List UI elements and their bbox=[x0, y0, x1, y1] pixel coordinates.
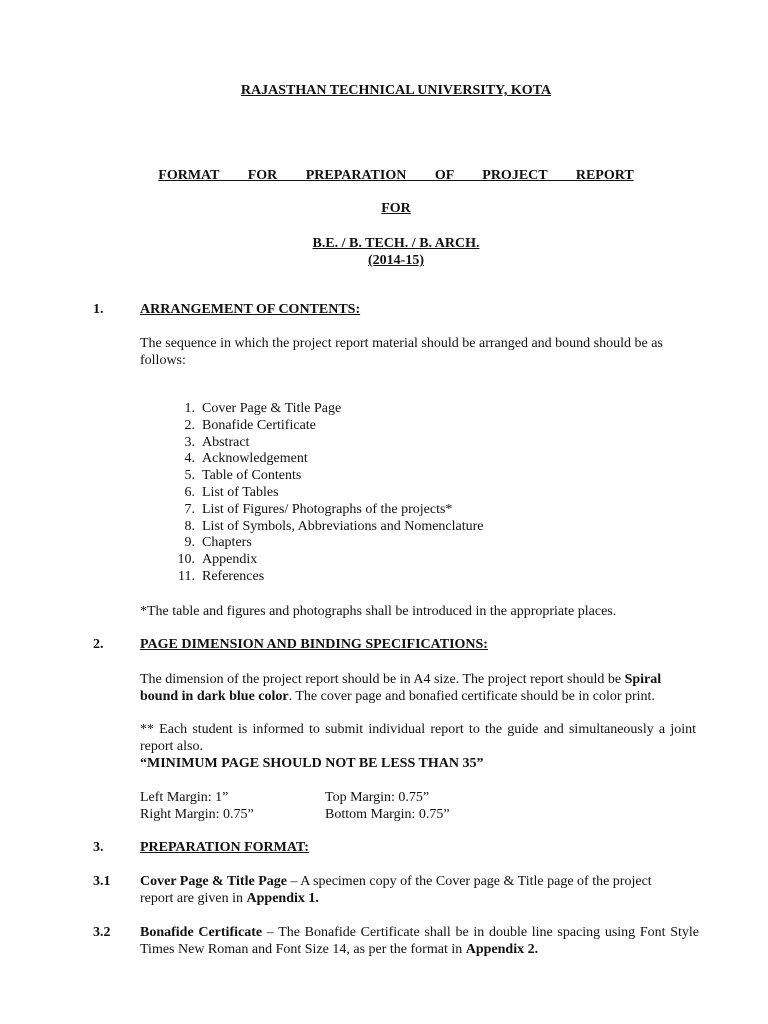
right-margin-spec: Right Margin: 0.75” bbox=[140, 807, 254, 822]
university-name: RAJASTHAN TECHNICAL UNIVERSITY, KOTA bbox=[240, 83, 552, 98]
section-1-number: 1. bbox=[93, 302, 104, 317]
list-item: 8. List of Symbols, Abbreviations and Nomenclature bbox=[184, 518, 484, 534]
section-3-heading: PREPARATION FORMAT: bbox=[140, 840, 309, 855]
list-item: 4. Acknowledgement bbox=[184, 451, 308, 467]
report-format-title: FORMAT FOR PREPARATION OF PROJECT REPORT bbox=[158, 168, 634, 183]
list-item: 1. Cover Page & Title Page bbox=[184, 401, 342, 416]
section-2-heading: PAGE DIMENSION AND BINDING SPECIFICATIONS: bbox=[140, 637, 488, 652]
top-margin-spec: Top Margin: 0.75” bbox=[325, 790, 430, 805]
section-3-number: 3. bbox=[93, 840, 104, 855]
subsection-3-2-text: Bonafide Certificate – The Bonafide Certificate shall be in double line spacing using Font Style Times New Roman and Font Size 14, as per the format in Appendix 2. bbox=[140, 925, 699, 957]
list-item: 9. Chapters bbox=[184, 535, 252, 551]
minimum-pages-notice: “MINIMUM PAGE SHOULD NOT BE LESS THAN 35” bbox=[140, 756, 484, 771]
left-margin-spec: Left Margin: 1” bbox=[140, 790, 229, 805]
section-1-heading: ARRANGEMENT OF CONTENTS: bbox=[140, 302, 361, 317]
subsection-3-1-text: Cover Page & Title Page – A specimen copy of the Cover page & Title page of the project report are given in Appendix 1. bbox=[140, 874, 652, 906]
section-2-number: 2. bbox=[93, 637, 104, 652]
list-item: 6. List of Tables bbox=[184, 484, 279, 500]
degree-line: B.E. / B. TECH. / B. ARCH. bbox=[312, 236, 480, 251]
list-item: 7. List of Figures/ Photographs of the projects* bbox=[184, 501, 453, 517]
spiral-bound-emphasis: Spiral bound in dark blue color bbox=[140, 672, 662, 704]
section-1-intro: The sequence in which the project report material should be arranged and bound should be as follows: bbox=[140, 336, 663, 368]
list-item: 2. Bonafide Certificate bbox=[184, 417, 316, 433]
contents-list bbox=[140, 401, 484, 586]
list-item: 10. Appendix bbox=[177, 552, 258, 568]
list-item: 3. Abstract bbox=[184, 434, 250, 450]
section-2-paragraph-2: ** Each student is informed to submit individual report to the guide and simultaneously a joint report also. bbox=[140, 722, 696, 754]
for-label: FOR bbox=[381, 201, 411, 216]
session-line: (2014-15) bbox=[368, 253, 424, 268]
subsection-3-1-number: 3.1 bbox=[93, 874, 111, 889]
subsection-3-2-number: 3.2 bbox=[93, 925, 111, 940]
list-item: 11. References bbox=[178, 568, 265, 584]
bottom-margin-spec: Bottom Margin: 0.75” bbox=[325, 807, 450, 822]
section-2-paragraph-1: The dimension of the project report should be in A4 size. The project report should be Spiral bound in dark blue color. The cover page and bonafied certificate should be in color print. bbox=[140, 672, 662, 704]
list-item: 5. Table of Contents bbox=[184, 468, 302, 484]
section-1-footnote: *The table and figures and photographs shall be introduced in the appropriate places. bbox=[140, 604, 617, 619]
